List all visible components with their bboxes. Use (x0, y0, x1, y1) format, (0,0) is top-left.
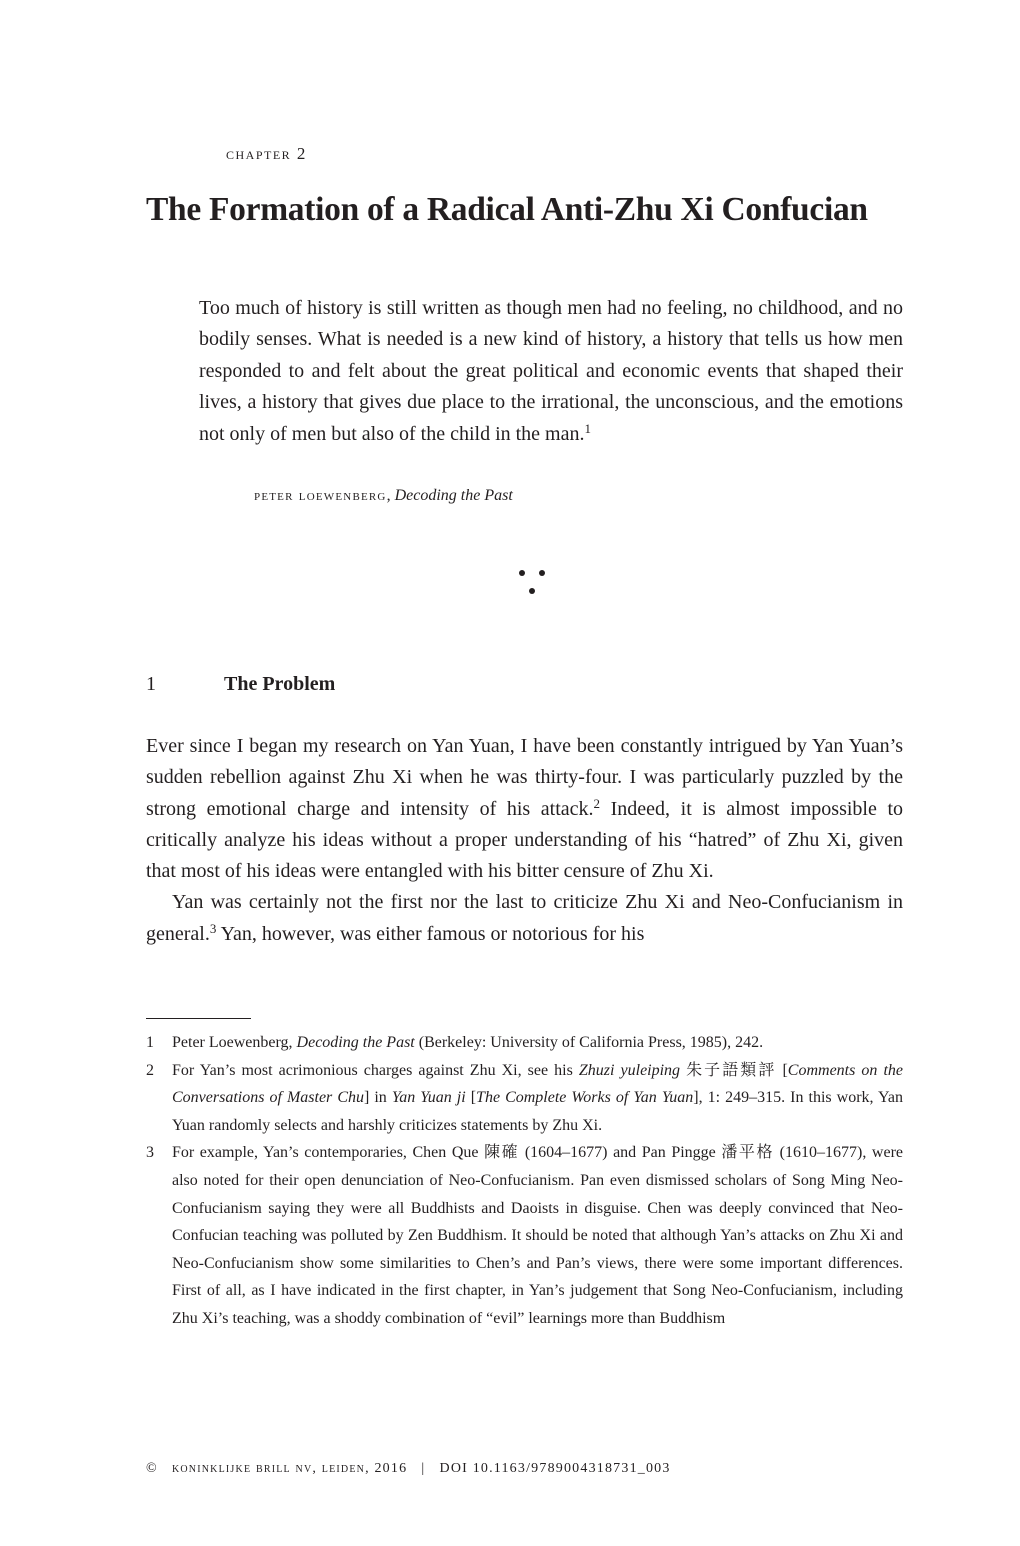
footnote-2 (146, 1057, 903, 1140)
footnote-text: ] in (364, 1089, 392, 1107)
footnote-ref[interactable]: 2 (593, 795, 601, 811)
footnote-1 (146, 1029, 903, 1057)
footnote-title: Comments on the Conversations of Master Chu (172, 1061, 903, 1107)
footnote-number: 3 (146, 1144, 154, 1162)
doi[interactable]: DOI 10.1163/9789004318731_003 (439, 1461, 671, 1476)
footnote-title: Yan Yuan ji (391, 1089, 466, 1107)
footnote-text: (Berkeley: University of California Press, 1985), 242. (414, 1034, 764, 1051)
footnote-ref[interactable]: 3 (209, 920, 217, 936)
epigraph-author: peter loewenberg (254, 487, 387, 504)
attribution-separator: , (386, 487, 395, 504)
footnotes (146, 1029, 903, 1333)
footnote-text: ], 1: 249–315. In this work, Yan Yuan randomly selects and harshly criticizes statements by Zhu Xi. (172, 1089, 904, 1134)
footnote-text: Peter Loewenberg, (172, 1034, 297, 1051)
body-text (146, 731, 903, 950)
paragraph (146, 731, 903, 887)
ornament-dot (529, 588, 535, 594)
paragraph (146, 887, 903, 950)
footnote-title: Decoding the Past (296, 1034, 415, 1051)
footnote-text: For Yan’s most acrimonious charges against Zhu Xi, see his (172, 1061, 579, 1079)
ornament-dot (519, 570, 525, 576)
page-footer (146, 1461, 671, 1477)
footnote-number: 2 (146, 1061, 154, 1079)
footnote-title: Zhuzi yuleiping (578, 1061, 681, 1079)
section-title: The Problem (224, 673, 336, 695)
chapter-title: The Formation of a Radical Anti-Zhu Xi Confucian (146, 191, 868, 228)
footer-divider: | (421, 1461, 426, 1476)
footnote-text: [ (465, 1089, 477, 1107)
publisher-line: koninklijke brill nv, leiden, 2016 (171, 1461, 408, 1476)
footnote-number: 1 (146, 1034, 154, 1051)
section-number: 1 (146, 673, 156, 695)
epigraph-note-ref[interactable]: 1 (584, 420, 591, 436)
epigraph-text: Too much of history is still written as though men had no feeling, no childhood, and no bodily senses. What is needed is a new kind of history, a history that tells us how men responded to and felt about the great political and economic events that shaped their lives, a history that gives due place to the irrational, the unconscious, and the emotions not only of men but also of the child in the man. (199, 297, 903, 445)
epigraph-attribution (254, 487, 513, 505)
footnote-3 (146, 1139, 903, 1332)
footnote-text: 朱子語類評 [ (680, 1061, 788, 1079)
paragraph-text: Indeed, it is almost impossible to critically analyze his ideas without a proper understanding of his “hatred” of Zhu Xi, given that most of his ideas were entangled with his bitter censure of Zhu Xi. (146, 797, 903, 883)
paragraph-text: Yan, however, was either famous or notorious for his (216, 922, 645, 945)
chapter-label: chapter 2 (226, 144, 307, 163)
ornament-dot (539, 570, 545, 576)
copyright-symbol: © (146, 1461, 158, 1476)
epigraph (199, 293, 903, 450)
footnote-title: The Complete Works of Yan Yuan (476, 1089, 694, 1107)
section-ornament (519, 570, 555, 600)
footnote-rule (146, 1018, 251, 1019)
epigraph-work: Decoding the Past (394, 487, 513, 504)
paragraph-text: Yan was certainly not the first nor the last to criticize Zhu Xi and Neo-Confucianism in general. (146, 891, 903, 945)
footnote-text: For example, Yan’s contemporaries, Chen Que 陳確 (1604–1677) and Pan Pingge 潘平格 (1610–1677), were also noted for their open denunciation of Neo-Confucianism. Pan even dismissed scholars of Song Ming Neo-Confucianism saying they were all Buddhists and Daoists in disguise. Chen was deeply convinced that Neo-Confucian teaching was polluted by Zen Buddhism. It should be noted that although Yan’s attacks on Zhu Xi and Neo-Confucianism show some similarities to Chen’s and Pan’s views, there were some important differences. First of all, as I have indicated in the first chapter, in Yan’s judgement that Song Neo-Confucianism, including Zhu Xi’s teaching, was a shoddy combination of “evil” learnings more than Buddhism (172, 1144, 903, 1327)
paragraph-text: Ever since I began my research on Yan Yuan, I have been constantly intrigued by Yan Yuan’s sudden rebellion against Zhu Xi when he was thirty-four. I was particularly puzzled by the strong emotional charge and intensity of his attack. (146, 735, 903, 820)
